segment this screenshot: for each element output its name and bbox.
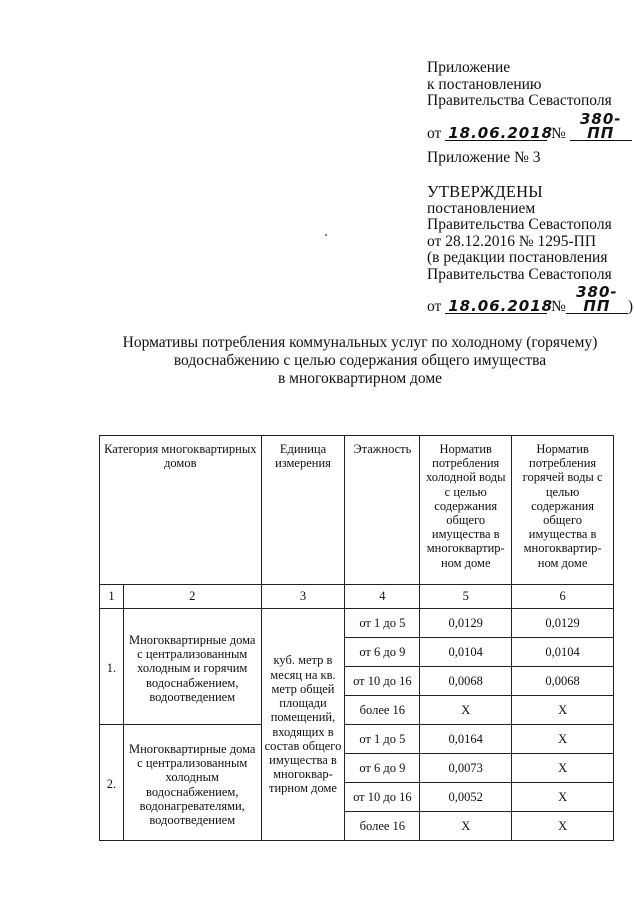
approved-heading: УТВЕРЖДЕНЫ: [427, 182, 543, 201]
floors-cell: от 1 до 5: [345, 609, 420, 638]
hot-norm-cell: 0,0129: [512, 609, 614, 638]
cold-norm-cell: 0,0073: [420, 754, 512, 783]
header-hot-norm: Норматив потребления горячей воды с целью содержания общего имущества в многоквартир-ном доме: [512, 436, 614, 585]
cold-norm-cell: X: [420, 696, 512, 725]
title-line-1: Нормативы потребления коммунальных услуг по холодному (горячему): [122, 334, 598, 351]
document-title: [100, 334, 620, 388]
header-unit: Единица измерения: [261, 436, 345, 585]
floors-cell: от 6 до 9: [345, 754, 420, 783]
decree-number-handwritten: 380-ПП: [570, 112, 632, 141]
cold-norm-cell: 0,0068: [420, 667, 512, 696]
hot-norm-cell: X: [512, 754, 614, 783]
group-category: Многоквартирные дома с централизованным холодным и горячим водоснабжением, водоотведением: [123, 609, 261, 725]
hot-norm-cell: X: [512, 696, 614, 725]
hot-norm-cell: 0,0104: [512, 638, 614, 667]
hot-norm-cell: X: [512, 725, 614, 754]
approved-line-2: постановлением: [427, 199, 536, 217]
column-number-row: [100, 585, 614, 609]
floors-cell: от 10 до 16: [345, 783, 420, 812]
header-category: Категория многоквартирных домов: [100, 436, 262, 585]
norms-table: [99, 435, 614, 841]
hot-norm-cell: 0,0068: [512, 667, 614, 696]
floors-cell: от 10 до 16: [345, 667, 420, 696]
floors-cell: от 1 до 5: [345, 725, 420, 754]
header-block: [427, 60, 632, 142]
header-line-1: Приложение: [427, 59, 511, 76]
decree-date-handwritten: 18.06.2018: [445, 126, 547, 141]
approved-line-3: Правительства Севастополя: [427, 216, 612, 233]
column-number: 3: [261, 585, 345, 609]
edit-number-handwritten: 380-ПП: [566, 285, 628, 314]
column-number: 6: [512, 585, 614, 609]
group-number: 1.: [100, 609, 124, 725]
title-line-2: водоснабжению с целью содержания общего имущества: [173, 352, 547, 369]
close-paren: ): [627, 298, 634, 315]
table-header-row: [100, 436, 614, 585]
appendix-label: Приложение № 3: [427, 149, 541, 166]
floors-cell: более 16: [345, 696, 420, 725]
table-row: [100, 609, 614, 638]
speck: [325, 234, 327, 236]
hot-norm-cell: X: [512, 812, 614, 841]
edit-date-handwritten: 18.06.2018: [445, 299, 547, 314]
decree-line: [427, 109, 632, 143]
group-category: Многоквартирные дома с централизованным холодным водоснабжением, водонагревателями, водоотведением: [123, 725, 261, 841]
unit-cell: куб. метр в месяц на кв. метр общей площади помещений, входящих в состав общего имущества в многоквар-тирном доме: [261, 609, 345, 841]
header-floors: Этажность: [345, 436, 420, 585]
approved-line-4: от 28.12.2016 № 1295-ПП: [427, 232, 597, 250]
column-number: 5: [420, 585, 512, 609]
from-label: от: [427, 298, 442, 315]
header-line-2: к постановлению: [427, 75, 542, 93]
approved-line-5: (в редакции постановления: [427, 249, 608, 266]
hot-norm-cell: X: [512, 783, 614, 812]
approval-block: [427, 184, 633, 316]
approved-line-6: Правительства Севастополя: [427, 265, 612, 283]
floors-cell: от 6 до 9: [345, 638, 420, 667]
column-number: 2: [123, 585, 261, 609]
cold-norm-cell: 0,0104: [420, 638, 512, 667]
group-number: 2.: [100, 725, 124, 841]
from-label: от: [427, 124, 442, 142]
title-line-3: в многоквартирном доме: [277, 370, 443, 387]
number-label: №: [551, 124, 566, 142]
cold-norm-cell: X: [420, 812, 512, 841]
cold-norm-cell: 0,0052: [420, 783, 512, 812]
cold-norm-cell: 0,0164: [420, 725, 512, 754]
table-row: [100, 725, 614, 754]
number-label: №: [551, 298, 566, 315]
edit-decree-line: [427, 285, 633, 316]
column-number: 4: [345, 585, 420, 609]
header-cold-norm: Норматив потребления холодной воды с целью содержания общего имущества в многоквартир-ном доме: [420, 436, 512, 585]
header-line-3: Правительства Севастополя: [427, 92, 612, 109]
column-number: 1: [100, 585, 124, 609]
floors-cell: более 16: [345, 812, 420, 841]
cold-norm-cell: 0,0129: [420, 609, 512, 638]
